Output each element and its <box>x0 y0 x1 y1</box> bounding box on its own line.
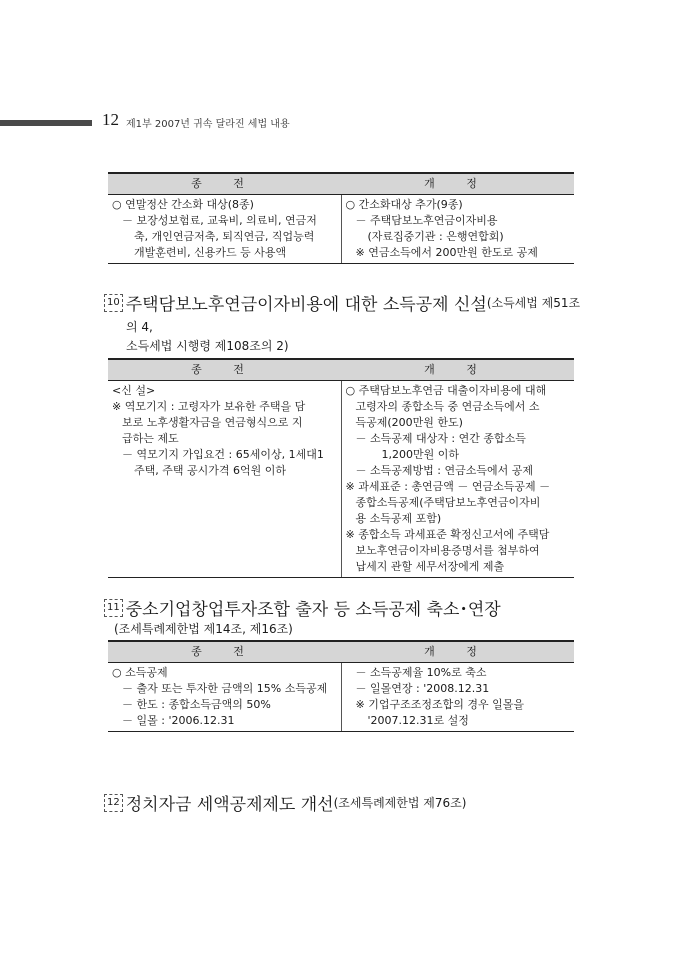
cell-line: '2007.12.31로 설정 <box>367 714 469 727</box>
cell-line: ○ 소득공제 <box>112 666 168 679</box>
cell-line: ○ 간소화대상 추가(9종) <box>345 198 463 211</box>
cell-line: － 출자 또는 투자한 금액의 15% 소득공제 <box>122 682 328 695</box>
section-heading-12 <box>104 790 466 815</box>
section-title: 주택담보노후연금이자비용에 대한 소득공제 신설 <box>125 295 487 315</box>
cell-line: 종합소득공제(주택담보노후연금이자비 <box>355 496 541 509</box>
cell-line: ○ 연말정산 간소화 대상(8종) <box>112 198 254 211</box>
cell-line: 납세지 관할 세무서장에게 제출 <box>355 560 505 573</box>
table-header-before: 종 전 <box>108 173 341 195</box>
section-law-reference: (소득세법 제51조 <box>486 296 581 310</box>
cell-line: － 주택담보노후연금이자비용 <box>355 214 498 227</box>
section-title: 정치자금 세액공제제도 개선 <box>125 795 334 815</box>
cell-line: 용 소득공제 포함) <box>355 512 442 525</box>
cell-line: － 한도 : 종합소득금액의 50% <box>122 698 271 711</box>
cell-line: － 소득공제 대상자 : 연간 종합소득 <box>355 432 526 445</box>
after-cell <box>341 195 574 264</box>
comparison-table-2 <box>108 358 574 578</box>
cell-line: 고령자의 종합소득 중 연금소득에서 소 <box>355 400 540 413</box>
section-law-reference-cont: 의 4, <box>126 320 153 334</box>
before-cell <box>108 381 341 578</box>
page-number: 12 <box>102 110 119 129</box>
header-rule <box>0 120 92 126</box>
cell-line: 보로 노후생활자금을 연금형식으로 지 <box>122 416 303 429</box>
cell-line: ※ 역모기지 : 고령자가 보유한 주택을 담 <box>112 400 306 413</box>
section-law-reference-cont: 소득세법 시행령 제108조의 2) <box>126 339 289 353</box>
cell-line: － 일몰연장 : '2008.12.31 <box>355 682 490 695</box>
cell-line: 축, 개인연금저축, 퇴직연금, 직업능력 <box>134 230 315 243</box>
section-law-reference: (조세특례제한법 제14조, 제16조) <box>114 622 293 636</box>
table-header-after: 개 정 <box>341 359 574 381</box>
cell-line: (자료집중기관 : 은행연합회) <box>367 230 504 243</box>
before-cell <box>108 663 341 732</box>
running-title: 제1부 2007년 귀속 달라진 세법 내용 <box>126 119 290 130</box>
cell-line: ○ 주택담보노후연금 대출이자비용에 대해 <box>345 384 547 397</box>
cell-line: 득공제(200만원 한도) <box>355 416 463 429</box>
table-header-before: 종 전 <box>108 359 341 381</box>
cell-line: － 역모기지 가입요건 : 65세이상, 1세대1 <box>122 448 324 461</box>
cell-line: 주택, 주택 공시가격 6억원 이하 <box>134 464 286 477</box>
cell-line: ※ 기업구조조정조합의 경우 일몰을 <box>355 698 524 711</box>
cell-line: － 일몰 : '2006.12.31 <box>122 714 235 727</box>
after-cell <box>341 381 574 578</box>
section-heading-10 <box>104 290 580 315</box>
section-number: 11 <box>104 599 123 617</box>
cell-line: 1,200만원 이하 <box>381 448 459 461</box>
cell-line: ※ 종합소득 과세표준 확정신고서에 주택담 <box>345 528 550 541</box>
table-header-after: 개 정 <box>341 641 574 663</box>
cell-line: 급하는 제도 <box>122 432 179 445</box>
comparison-table-1 <box>108 172 574 264</box>
cell-line: － 소득공제율 10%로 축소 <box>355 666 487 679</box>
before-cell <box>108 195 341 264</box>
cell-line: 개발훈련비, 신용카드 등 사용액 <box>134 246 287 259</box>
cell-line: <신 설> <box>112 384 156 397</box>
section-law-reference: (조세특례제한법 제76조) <box>333 796 467 810</box>
table-header-after: 개 정 <box>341 173 574 195</box>
cell-line: ※ 과세표준 : 총연금액 － 연금소득공제 － <box>345 480 551 493</box>
cell-line: － 보장성보험료, 교육비, 의료비, 연금저 <box>122 214 317 227</box>
section-number: 10 <box>104 294 123 312</box>
section-heading-11 <box>104 595 501 620</box>
cell-line: － 소득공제방법 : 연금소득에서 공제 <box>355 464 533 477</box>
table-header-before: 종 전 <box>108 641 341 663</box>
comparison-table-3 <box>108 640 574 732</box>
after-cell <box>341 663 574 732</box>
section-title: 중소기업창업투자조합 출자 등 소득공제 축소･연장 <box>125 600 501 620</box>
cell-line: 보노후연금이자비용증명서를 첨부하여 <box>355 544 540 557</box>
cell-line: ※ 연금소득에서 200만원 한도로 공제 <box>355 246 538 259</box>
section-number: 12 <box>104 794 123 812</box>
